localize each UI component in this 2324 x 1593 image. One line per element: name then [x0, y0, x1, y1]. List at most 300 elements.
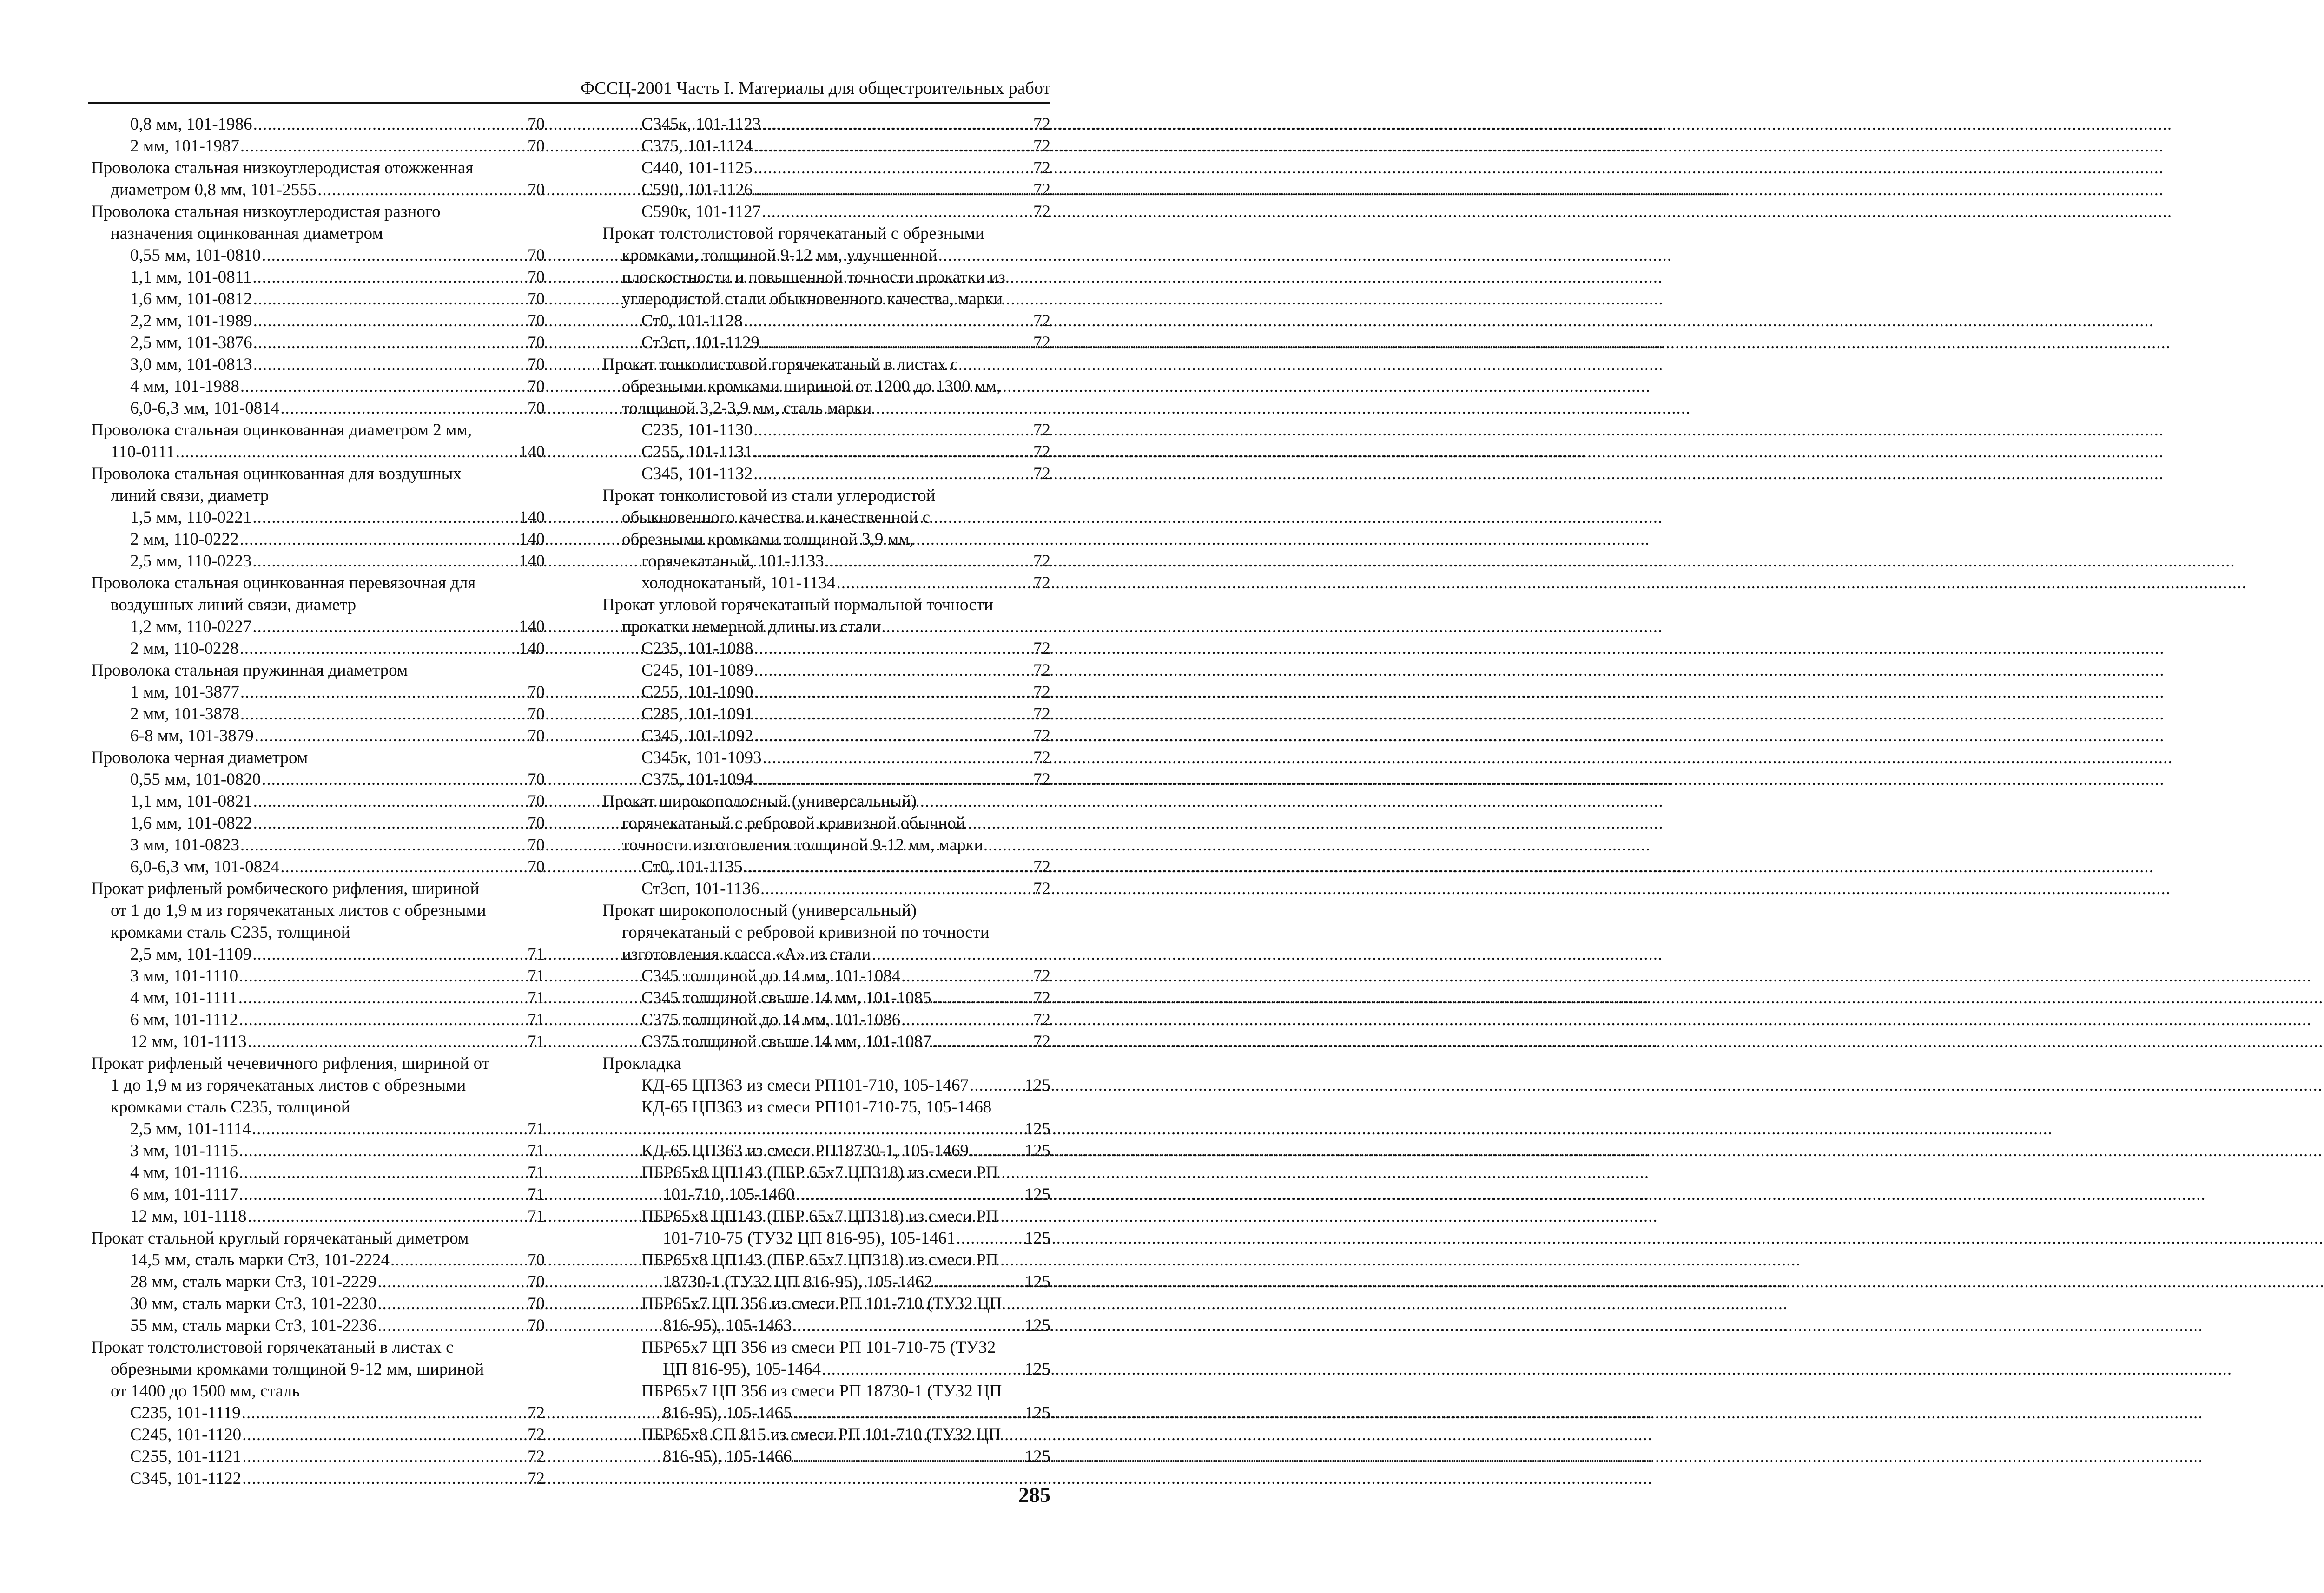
entry-page-ref: 72	[1033, 1032, 1050, 1051]
index-heading: обрезными кромками шириной от 1200 до 1300 мм,	[622, 377, 1001, 396]
entry-page-ref: 125	[1024, 1447, 1050, 1466]
dot-leader	[239, 965, 527, 987]
index-entry	[602, 747, 1050, 769]
index-heading: ПБР65х7 ЦП 356 из смеси РП 101-710 (ТУ32 ЦП	[641, 1294, 1002, 1313]
entry-text: 101-710, 105-1460	[663, 1185, 795, 1204]
entry-text: 12 мм, 101-1113	[130, 1032, 247, 1051]
dot-leader	[253, 354, 527, 375]
entry-text: С255, 101-1131	[641, 442, 753, 461]
index-heading: ПБР65х7 ЦП 356 из смеси РП 18730-1 (ТУ32 ЦП	[641, 1382, 1002, 1401]
entry-text: 14,5 мм, сталь марки Ст3, 101-2224	[130, 1251, 390, 1270]
index-entry	[91, 965, 545, 987]
entry-text: Ст0, 101-1128	[641, 311, 743, 330]
entry-page-ref: 125	[1024, 1316, 1050, 1335]
index-entry	[602, 419, 1050, 441]
running-header: ФССЦ-2001 Часть I. Материалы для общестроительных работ	[88, 78, 1050, 104]
dot-leader	[754, 659, 1033, 681]
entry-text: 6 мм, 101-1112	[130, 1010, 238, 1029]
entry-text: С345, 101-1122	[130, 1469, 242, 1488]
entry-page-ref: 72	[1033, 988, 1050, 1007]
entry-text: Ст3сп, 101-1129	[641, 333, 760, 352]
entry-page-ref: 72	[1033, 311, 1050, 330]
entry-text: КД-65 ЦП363 из смеси РП18730-1, 105-1469	[641, 1141, 969, 1160]
entry-page-ref: 72	[1033, 748, 1050, 767]
index-entry	[91, 987, 545, 1009]
index-entry	[91, 681, 545, 703]
dot-leader	[377, 1271, 527, 1293]
dot-leader	[754, 703, 1033, 725]
entry-text: С235, 101-1119	[130, 1403, 241, 1422]
entry-page-ref: 70	[528, 355, 545, 374]
entry-text: 6 мм, 101-1117	[130, 1185, 238, 1204]
entry-page-ref: 70	[528, 1294, 545, 1313]
entry-page-ref: 70	[528, 1272, 545, 1291]
dot-leader	[762, 113, 1032, 135]
entry-page-ref: 71	[528, 945, 545, 964]
index-entry	[91, 397, 545, 419]
entry-text: ЦП 816-95), 105-1464	[663, 1360, 821, 1379]
entry-text: 3 мм, 101-1115	[130, 1141, 238, 1160]
index-heading: углеродистой стали обыкновенного качества, марки	[622, 290, 1003, 309]
index-heading: кромками сталь С235, толщиной	[111, 923, 350, 942]
dot-leader	[252, 507, 518, 528]
index-heading: Проволока стальная низкоуглеродистая отожженная	[91, 158, 474, 178]
dot-leader	[255, 725, 527, 747]
index-heading: горячекатаный с ребровой кривизной по точности	[622, 923, 990, 942]
index-entry	[91, 1205, 545, 1227]
dot-leader	[792, 1446, 1023, 1468]
entry-page-ref: 70	[528, 377, 545, 396]
entry-page-ref: 70	[528, 268, 545, 287]
index-heading: Прокат широкополосный (универсальный)	[602, 901, 917, 920]
dot-leader	[932, 987, 1032, 1009]
index-entry	[91, 638, 545, 659]
index-entry	[91, 332, 545, 354]
index-heading: кромками, толщиной 9-12 мм, улучшенной	[622, 246, 938, 265]
entry-text: 816-95), 105-1465	[663, 1403, 792, 1422]
dot-leader	[253, 332, 527, 354]
entry-page-ref: 70	[528, 333, 545, 352]
entry-page-ref: 70	[528, 1316, 545, 1335]
index-entry	[91, 1184, 545, 1205]
entry-page-ref: 72	[528, 1447, 545, 1466]
entry-text: 1,2 мм, 110-0227	[130, 617, 252, 636]
entry-text: С345к, 101-1093	[641, 748, 762, 767]
entry-text: Ст0, 101-1135	[641, 857, 743, 876]
index-entry	[602, 1031, 1050, 1053]
index-heading: горячекатаный с ребровой кривизной обычной	[622, 814, 965, 833]
entry-page-ref: 72	[1033, 202, 1050, 221]
index-entry	[91, 725, 545, 747]
index-entry	[91, 1446, 545, 1468]
index-heading: обрезными кромками толщиной 9-12 мм, шириной	[111, 1360, 484, 1379]
entry-text: С590, 101-1126	[641, 180, 753, 199]
index-entry	[602, 1184, 1050, 1205]
entry-text: 816-95), 105-1463	[663, 1316, 792, 1335]
index-entry	[602, 572, 1050, 594]
entry-page-ref: 72	[1033, 573, 1050, 592]
dot-leader	[253, 288, 527, 310]
index-entry	[91, 1031, 545, 1053]
dot-leader	[754, 638, 1033, 659]
index-entry	[602, 179, 1050, 201]
index-entry	[602, 965, 1050, 987]
entry-page-ref: 70	[528, 770, 545, 789]
index-entry	[91, 288, 545, 310]
entry-text: 1 мм, 101-3877	[130, 683, 239, 702]
entry-page-ref: 125	[1024, 1229, 1050, 1248]
entry-text: диаметром 0,8 мм, 101-2555	[111, 180, 317, 199]
entry-page-ref: 125	[1024, 1076, 1050, 1095]
dot-leader	[317, 179, 527, 201]
entry-page-ref: 71	[528, 988, 545, 1007]
dot-leader	[754, 681, 1033, 703]
entry-page-ref: 72	[1033, 180, 1050, 199]
index-entry	[91, 943, 545, 965]
index-heading: ПБР65х8 ЦП143 (ПБР 65х7 ЦП318) из смеси РП	[641, 1163, 998, 1182]
dot-leader	[280, 397, 527, 419]
index-entry	[602, 201, 1050, 223]
entry-text: С345к, 101-1123	[641, 115, 761, 134]
entry-text: С345 толщиной свыше 14 мм, 101-1085	[641, 988, 931, 1007]
entry-text: 28 мм, сталь марки Ст3, 101-2229	[130, 1272, 377, 1291]
index-heading: ПБР65х8 ЦП143 (ПБР 65х7 ЦП318) из смеси РП	[641, 1251, 998, 1270]
index-entry	[602, 1358, 1050, 1380]
index-entry	[91, 769, 545, 790]
entry-page-ref: 72	[1033, 857, 1050, 876]
entry-text: 12 мм, 101-1118	[130, 1207, 247, 1226]
index-entry	[602, 1315, 1050, 1336]
dot-leader	[760, 878, 1032, 900]
dot-leader	[762, 747, 1032, 769]
index-entry	[91, 1424, 545, 1446]
index-entry	[602, 332, 1050, 354]
index-heading: 1 до 1,9 м из горячекатаных листов с обрезными	[111, 1076, 466, 1095]
entry-text: С235, 101-1088	[641, 639, 753, 658]
index-heading: Прокат стальной круглый горячекатаный диметром	[91, 1229, 469, 1248]
dot-leader	[242, 1402, 527, 1424]
index-entry	[91, 550, 545, 572]
dot-leader	[253, 812, 527, 834]
index-entry	[602, 157, 1050, 179]
entry-page-ref: 72	[1033, 1010, 1050, 1029]
entry-page-ref: 71	[528, 1207, 545, 1226]
entry-text: 110-0111	[111, 442, 175, 461]
dot-leader	[242, 1424, 527, 1446]
entry-page-ref: 72	[1033, 879, 1050, 898]
entry-page-ref: 70	[528, 311, 545, 330]
dot-leader	[239, 1184, 527, 1205]
dot-leader	[753, 157, 1032, 179]
entry-text: 2 мм, 101-3878	[130, 704, 239, 724]
entry-text: С255, 101-1121	[130, 1447, 242, 1466]
dot-leader	[252, 943, 527, 965]
entry-page-ref: 72	[1033, 158, 1050, 178]
index-entry	[602, 113, 1050, 135]
index-column-left	[91, 113, 545, 1489]
entry-page-ref: 125	[1024, 1141, 1050, 1160]
index-entry	[602, 550, 1050, 572]
entry-page-ref: 125	[1024, 1272, 1050, 1291]
dot-leader	[240, 703, 527, 725]
dot-leader	[933, 1271, 1023, 1293]
entry-page-ref: 70	[528, 814, 545, 833]
dot-leader	[280, 856, 527, 878]
entry-text: 6,0-6,3 мм, 101-0824	[130, 857, 280, 876]
dot-leader	[760, 332, 1032, 354]
entry-text: 1,1 мм, 101-0811	[130, 268, 252, 287]
entry-page-ref: 71	[528, 967, 545, 986]
index-entry	[91, 1271, 545, 1293]
entry-page-ref: 71	[528, 1141, 545, 1160]
index-heading: Прокат рифленый чечевичного рифления, шириной от	[91, 1054, 489, 1073]
index-heading: воздушных линий связи, диаметр	[111, 595, 357, 614]
index-entry	[91, 244, 545, 266]
dot-leader	[252, 616, 518, 638]
dot-leader	[744, 856, 1032, 878]
index-heading: Прокат широкополосный (универсальный)	[602, 792, 917, 811]
entry-text: 2 мм, 101-1987	[130, 137, 239, 156]
index-entry	[91, 812, 545, 834]
entry-page-ref: 70	[528, 180, 545, 199]
entry-page-ref: 72	[1033, 333, 1050, 352]
entry-page-ref: 125	[1024, 1403, 1050, 1422]
entry-text: 1,6 мм, 101-0812	[130, 290, 252, 309]
entry-page-ref: 71	[528, 1185, 545, 1204]
dot-leader	[390, 1249, 527, 1271]
index-entry	[602, 1446, 1050, 1468]
dot-leader	[901, 965, 1032, 987]
dot-leader	[240, 135, 527, 157]
entry-text: Ст3сп, 101-1136	[641, 879, 760, 898]
index-heading: линий связи, диаметр	[111, 486, 269, 505]
index-heading: Прокладка	[602, 1054, 681, 1073]
entry-text: горячекатаный, 101-1133	[641, 552, 824, 571]
index-heading: Прокат толстолистовой горячекатаный в листах с	[91, 1338, 454, 1357]
entry-page-ref: 70	[528, 290, 545, 309]
entry-page-ref: 125	[1024, 1119, 1050, 1139]
entry-text: 3,0 мм, 101-0813	[130, 355, 252, 374]
entry-page-ref: 140	[519, 442, 545, 461]
entry-text: КД-65 ЦП363 из смеси РП101-710, 105-1467	[641, 1076, 969, 1095]
index-heading: плоскостности и повышенной точности прокатки из	[622, 268, 1005, 287]
index-entry	[91, 1468, 545, 1489]
entry-page-ref: 140	[519, 508, 545, 527]
index-entry	[602, 856, 1050, 878]
index-entry	[602, 1118, 1050, 1140]
dot-leader	[642, 1118, 1024, 1140]
entry-text: 1,5 мм, 110-0221	[130, 508, 252, 527]
index-heading: Прокат толстолистовой горячекатаный с обрезными	[602, 224, 984, 243]
index-entry	[602, 1227, 1050, 1249]
index-entry	[91, 1293, 545, 1315]
entry-page-ref: 70	[528, 399, 545, 418]
index-heading: Прокат рифленый ромбического рифления, шириной	[91, 879, 480, 898]
dot-leader	[252, 550, 518, 572]
entry-text: 2,5 мм, 101-3876	[130, 333, 252, 352]
index-heading: ПБР65х7 ЦП 356 из смеси РП 101-710-75 (ТУ32	[641, 1338, 996, 1357]
index-heading: КД-65 ЦП363 из смеси РП101-710-75, 105-1468	[641, 1098, 992, 1117]
entry-page-ref: 70	[528, 792, 545, 811]
dot-leader	[753, 419, 1032, 441]
index-entry	[91, 1249, 545, 1271]
index-heading: Проволока стальная оцинкованная диаметром 2 мм,	[91, 421, 472, 440]
dot-leader	[753, 441, 1032, 463]
dot-leader	[239, 1009, 527, 1031]
entry-text: С245, 101-1120	[130, 1425, 242, 1444]
entry-text: холоднокатаный, 101-1134	[641, 573, 836, 592]
entry-text: 55 мм, сталь марки Ст3, 101-2236	[130, 1316, 377, 1335]
index-entry	[602, 1140, 1050, 1162]
entry-text: С245, 101-1089	[641, 661, 753, 680]
entry-page-ref: 70	[528, 115, 545, 134]
index-entry	[602, 1074, 1050, 1096]
index-entry	[602, 1009, 1050, 1031]
index-entry	[602, 310, 1050, 332]
dot-leader	[822, 1358, 1023, 1380]
entry-page-ref: 72	[1033, 115, 1050, 134]
dot-leader	[762, 201, 1032, 223]
dot-leader	[754, 769, 1033, 790]
index-heading: Проволока стальная оцинкованная перевязочная для	[91, 573, 476, 592]
dot-leader	[242, 1446, 527, 1468]
index-heading: кромками сталь С235, толщиной	[111, 1098, 350, 1117]
index-column-right	[602, 113, 1050, 1468]
entry-text: С285, 101-1091	[641, 704, 753, 724]
dot-leader	[932, 1031, 1032, 1053]
entry-page-ref: 71	[528, 1163, 545, 1182]
index-entry	[602, 659, 1050, 681]
index-heading: Прокат тонколистовой из стали углеродистой	[602, 486, 936, 505]
entry-text: С345 толщиной до 14 мм, 101-1084	[641, 967, 901, 986]
index-heading: толщиной 3,2-3,9 мм, сталь марки	[622, 399, 872, 418]
dot-leader	[239, 1162, 527, 1184]
index-entry	[91, 1140, 545, 1162]
entry-text: 101-710-75 (ТУ32 ЦП 816-95), 105-1461	[663, 1229, 956, 1248]
index-heading: назначения оцинкованная диаметром	[111, 224, 383, 243]
index-heading: ПБР65х8 СП 815 из смеси РП 101-710 (ТУ32 ЦП	[641, 1425, 1001, 1444]
index-heading: Проволока стальная оцинкованная для воздушных	[91, 464, 462, 483]
index-heading: Прокат угловой горячекатаный нормальной точности	[602, 595, 993, 614]
entry-text: 3 мм, 101-0823	[130, 836, 239, 855]
dot-leader	[836, 572, 1032, 594]
dot-leader	[753, 135, 1032, 157]
entry-page-ref: 125	[1024, 1185, 1050, 1204]
index-entry	[91, 790, 545, 812]
index-entry	[91, 703, 545, 725]
entry-page-ref: 140	[519, 639, 545, 658]
dot-leader	[753, 463, 1032, 485]
entry-text: 2 мм, 110-0228	[130, 639, 239, 658]
index-heading: прокатки немерной длины из стали	[622, 617, 881, 636]
entry-page-ref: 71	[528, 1032, 545, 1051]
index-entry	[91, 354, 545, 375]
entry-page-ref: 70	[528, 857, 545, 876]
dot-leader	[262, 769, 527, 790]
dot-leader	[240, 375, 527, 397]
entry-page-ref: 125	[1024, 1360, 1050, 1379]
entry-text: 2,2 мм, 101-1989	[130, 311, 252, 330]
index-heading: точности изготовления толщиной 9-12 мм, марки	[622, 836, 984, 855]
dot-leader	[248, 1205, 527, 1227]
entry-page-ref: 72	[1033, 464, 1050, 483]
entry-text: С375, 101-1124	[641, 137, 753, 156]
entry-text: 4 мм, 101-1988	[130, 377, 239, 396]
index-entry	[602, 135, 1050, 157]
index-entry	[91, 834, 545, 856]
index-entry	[91, 1402, 545, 1424]
entry-page-ref: 70	[528, 683, 545, 702]
index-entry	[91, 1118, 545, 1140]
entry-text: 0,8 мм, 101-1986	[130, 115, 252, 134]
dot-leader	[792, 1315, 1023, 1336]
dot-leader	[253, 113, 527, 135]
dot-leader	[238, 987, 527, 1009]
dot-leader	[253, 790, 527, 812]
index-entry	[91, 856, 545, 878]
dot-leader	[240, 638, 518, 659]
dot-leader	[239, 1140, 527, 1162]
dot-leader	[252, 266, 527, 288]
entry-text: С375, 101-1094	[641, 770, 753, 789]
entry-page-ref: 71	[528, 1010, 545, 1029]
page-number: 285	[1018, 1483, 1050, 1507]
entry-page-ref: 72	[1033, 704, 1050, 724]
index-entry	[91, 528, 545, 550]
index-entry	[602, 463, 1050, 485]
index-heading: обрезными кромками толщиной 3,9 мм,	[622, 530, 914, 549]
dot-leader	[744, 310, 1032, 332]
index-entry	[91, 375, 545, 397]
index-entry	[91, 616, 545, 638]
document-page	[0, 0, 1113, 1593]
entry-page-ref: 140	[519, 617, 545, 636]
entry-page-ref: 72	[1033, 661, 1050, 680]
dot-leader	[240, 834, 527, 856]
entry-text: 2,5 мм, 110-0223	[130, 552, 252, 571]
entry-text: 18730-1 (ТУ32 ЦП 816-95), 105-1462	[663, 1272, 933, 1291]
entry-page-ref: 72	[528, 1425, 545, 1444]
entry-page-ref: 70	[528, 1251, 545, 1270]
entry-text: 6-8 мм, 101-3879	[130, 726, 254, 745]
entry-text: 1,1 мм, 101-0821	[130, 792, 252, 811]
dot-leader	[252, 1118, 527, 1140]
index-entry	[91, 507, 545, 528]
dot-leader	[240, 528, 518, 550]
index-entry	[91, 310, 545, 332]
index-entry	[91, 1009, 545, 1031]
entry-text: С440, 101-1125	[641, 158, 753, 178]
index-entry	[91, 179, 545, 201]
entry-text: 4 мм, 101-1116	[130, 1163, 238, 1182]
entry-page-ref: 72	[1033, 770, 1050, 789]
dot-leader	[242, 1468, 527, 1489]
dot-leader	[753, 179, 1032, 201]
dot-leader	[262, 244, 527, 266]
entry-text: 4 мм, 101-1111	[130, 988, 238, 1007]
index-entry	[602, 441, 1050, 463]
entry-page-ref: 72	[1033, 552, 1050, 571]
entry-page-ref: 72	[528, 1469, 545, 1488]
entry-text: 816-95), 105-1466	[663, 1447, 792, 1466]
index-heading: ПБР65х8 ЦП143 (ПБР 65х7 ЦП318) из смеси РП	[641, 1207, 998, 1226]
index-heading: обыкновенного качества и качественной с	[622, 508, 931, 527]
index-entry	[602, 638, 1050, 659]
entry-text: С590к, 101-1127	[641, 202, 761, 221]
index-entry	[602, 1271, 1050, 1293]
entry-text: С345, 101-1132	[641, 464, 753, 483]
index-heading: Проволока стальная пружинная диаметром	[91, 661, 408, 680]
